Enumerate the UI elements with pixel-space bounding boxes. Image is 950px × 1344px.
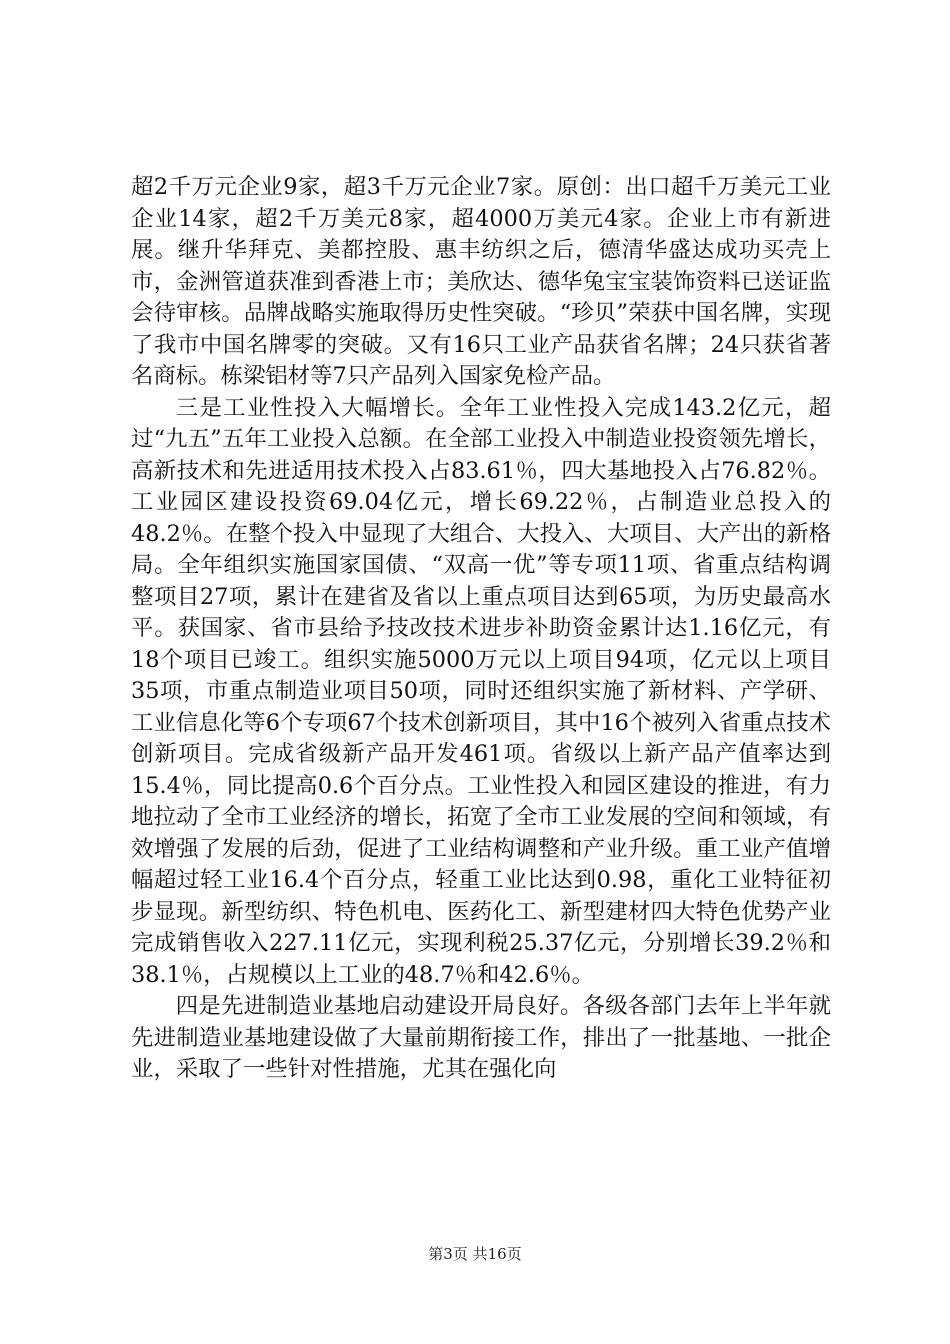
paragraph-industrial-investment: 三是工业性投入大幅增长。全年工业性投入完成143.2亿元，超过“九五”五年工业投入总额。在全部工业投入中制造业投资领先增长，高新技术和先进适用技术投入占83.61％，四大基地投入占76.82％。工业园区建设投资69.04亿元，增长69.22％，占制造业总投入的48.2％。在整个投入中显现了大组合、大投入、大项目、大产出的新格局。全年组织实施国家国债、“双高一优”等专项11项、省重点结构调整项目27项，累计在建省及省以上重点项目达到65项，为历史最高水平。获国家、省市县给予技改技术进步补助资金累计达1.16亿元，有18个项目已竣工。组织实施5000万元以上项目94项，亿元以上项目35项，市重点制造业项目50项，同时还组织实施了新材料、产学研、工业信息化等6个专项67个技术创新项目，其中16个被列入省重点技术创新项目。完成省级新产品开发461项。省级以上新产品产值率达到15.4％，同比提高0.6个百分点。工业性投入和园区建设的推进，有力地拉动了全市工业经济的增长，拓宽了全市工业发展的空间和领域，有效增强了发展的后劲，促进了工业结构调整和产业升级。重工业产值增幅超过轻工业16.4个百分点，轻重工业比达到0.98，重化工业特征初步显现。新型纺织、特色机电、医药化工、新型建材四大特色优势产业完成销售收入227.11亿元，实现利税25.37亿元，分别增长39.2％和38.1％，占规模以上工业的48.7％和42.6％。 <box>131 394 831 988</box>
document-body <box>131 172 831 1086</box>
paragraph-enterprise-stats: 超2千万元企业9家，超3千万元企业7家。原创：出口超千万美元工业企业14家，超2千万美元8家，超4000万美元4家。企业上市有新进展。继升华拜克、美都控股、惠丰纺织之后，德清华盛达成功买壳上市，金洲管道获准到香港上市；美欣达、德华兔宝宝装饰资料已送证监会待审核。品牌战略实施取得历史性突破。“珍贝”荣获中国名牌，实现了我市中国名牌零的突破。又有16只工业产品获省名牌；24只获省著名商标。栋梁铝材等7只产品列入国家免检产品。 <box>131 174 831 389</box>
page-number: 第3页 共16页 <box>428 1245 522 1263</box>
paragraph-manufacturing-base: 四是先进制造业基地启动建设开局良好。各级各部门去年上半年就先进制造业基地建设做了大量前期衔接工作，排出了一批基地、一批企业，采取了一些针对性措施，尤其在强化向 <box>131 993 831 1082</box>
page-footer <box>0 1244 950 1264</box>
